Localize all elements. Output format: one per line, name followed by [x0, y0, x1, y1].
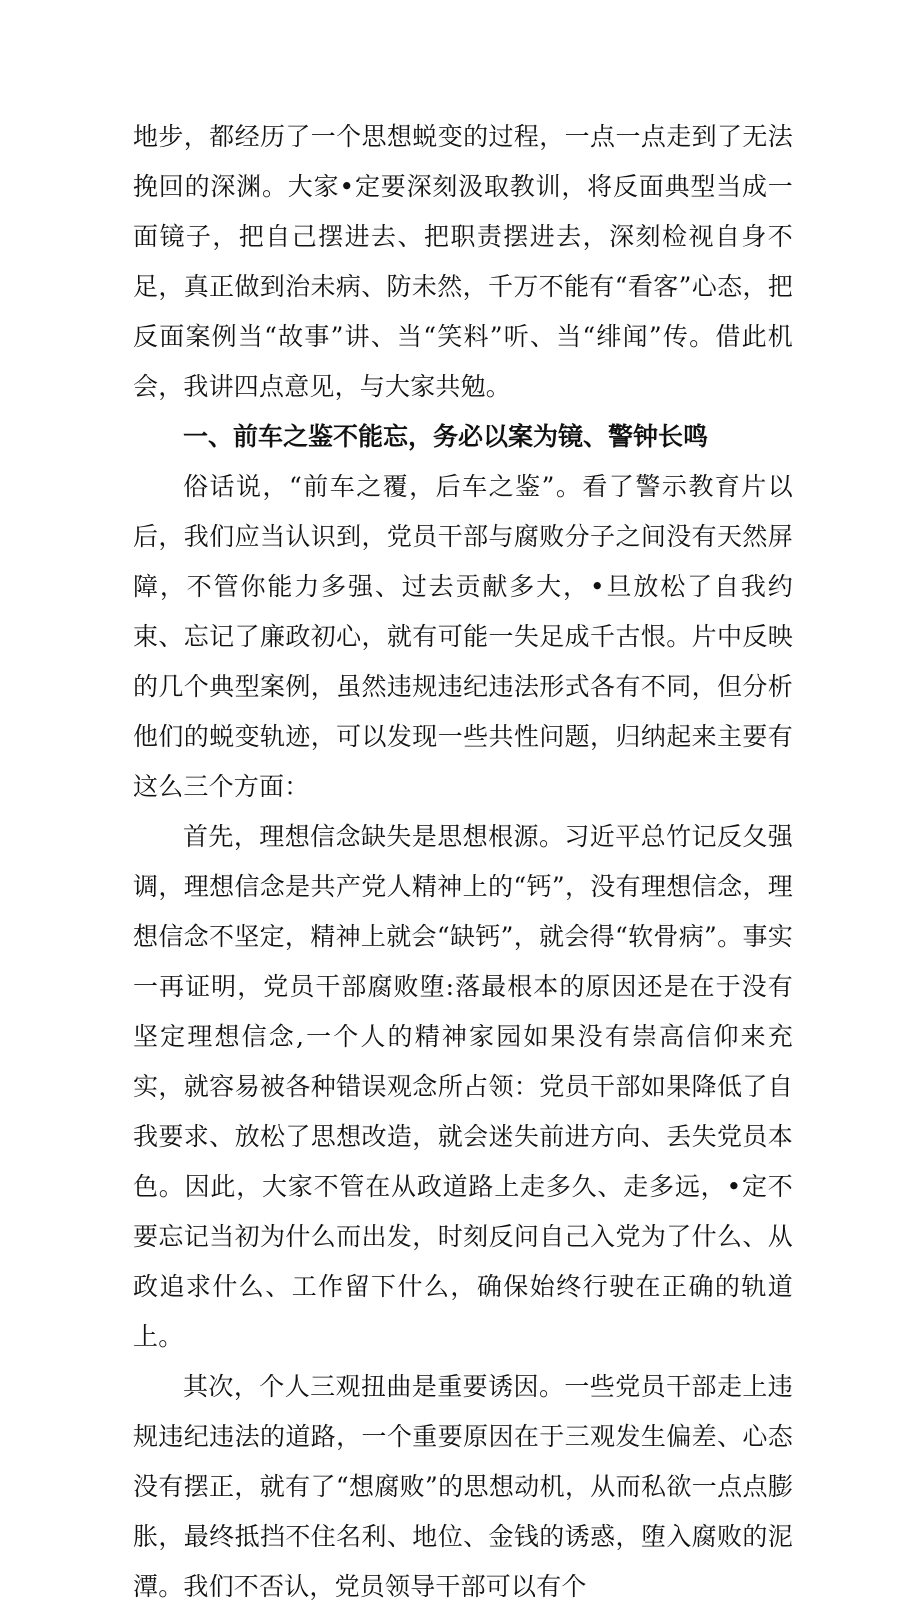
paragraph-section1-1: 俗话说，“前车之覆，后车之鉴”。看了警示教育片以后，我们应当认识到，党员干部与腐败分子之间没有天然屏障，不管你能力多强、过去贡献多大，•旦放松了自我约束、忘记了廉政初心，就有可能一失足成千古恨。片中反映的几个典型案例，虽然违规违纪违法形式各有不同，但分析他们的蜕变轨迹，可以发现一些共性问题，归纳起来主要有这么三个方面： [133, 472, 793, 801]
section-heading-1: 一、前车之鉴不能忘，务必以案为镜、警钟长鸣 [183, 422, 709, 451]
paragraph-section1-2: 首先，理想信念缺失是思想根源。习近平总竹记反夂强调，理想信念是共产党人精神上的“钙”，没有理想信念，理想信念不坚定，精神上就会“缺钙”，就会得“软骨病”。事实一再证明，党员干部腐败堕:落最根本的原因还是在于没有坚定理想信念,一个人的精神家园如果没有崇高信仰来充实，就容易被各种错误观念所占领：党员干部如果降低了自我要求、放松了思想改造，就会迷失前进方向、丢失党员本色。因此，大家不管在从政道路上走多久、走多远，•定不要忘记当初为什么而出发，时刻反问自己入党为了什么、从政追求什么、工作留下什么，确保始终行驶在正确的轨道上。 [133, 822, 793, 1351]
document-body [133, 112, 793, 1612]
paragraph-intro: 地步，都经历了一个思想蜕变的过程，一点一点走到了无法挽回的深渊。大家•定要深刻汲取教训，将反面典型当成一面镜子，把自己摆进去、把职责摆进去，深刻检视自身不足，真正做到治未病、防未然，千万不能有“看客”心态，把反面案例当“故事”讲、当“笑料”听、当“绯闻”传。借此机会，我讲四点意见，与大家共勉。 [133, 122, 793, 401]
paragraph-section1-3: 其次，个人三观扭曲是重要诱因。一些党员干部走上违规违纪违法的道路，一个重要原因在于三观发生偏差、心态没有摆正，就有了“想腐败”的思想动机，从而私欲一点点膨胀，最终抵挡不住名利、地位、金钱的诱惑，堕入腐败的泥潭。我们不否认，党员领导干部可以有个 [133, 1372, 793, 1601]
